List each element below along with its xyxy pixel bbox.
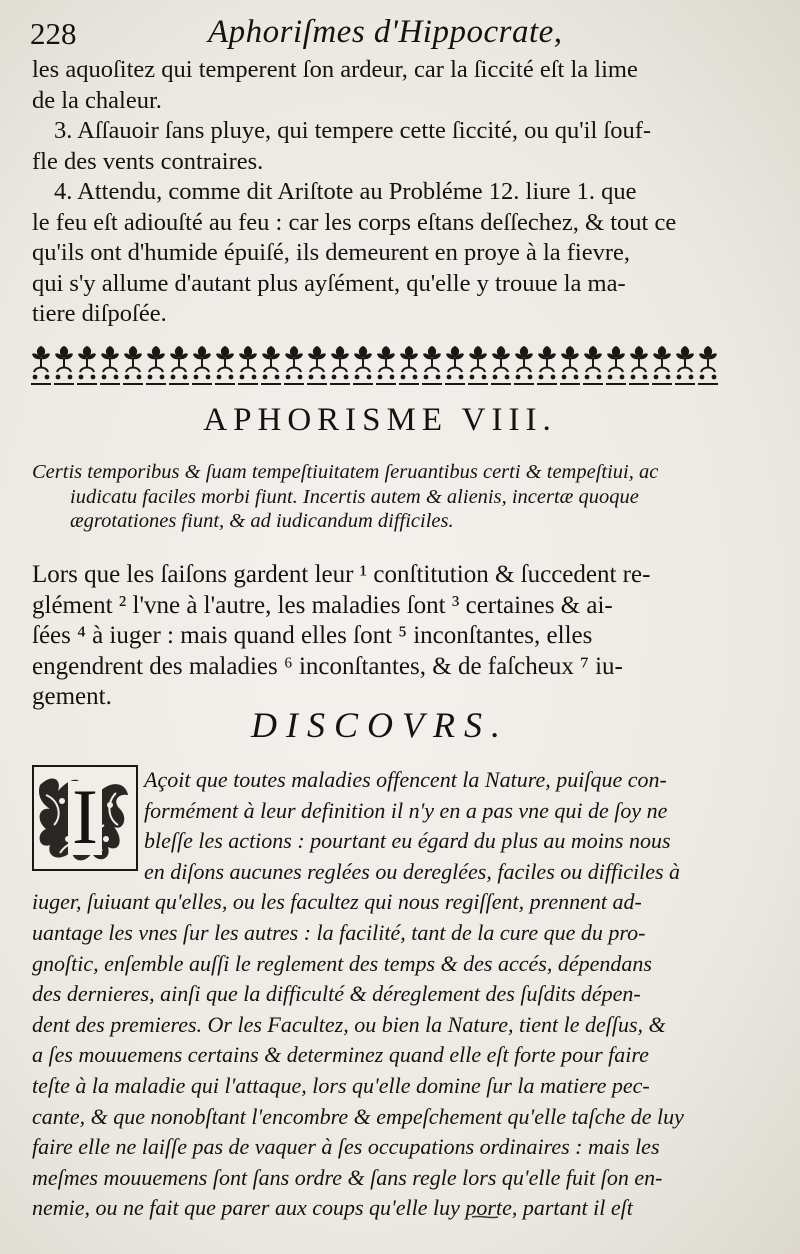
french-translation — [32, 560, 734, 713]
running-title: Aphoriſmes d'Hippocrate, — [208, 14, 563, 50]
body-line: gnoſtic, enſemble auſſi le reglement des temps & des accés, dépendans — [32, 950, 652, 976]
body-line: nemie, ou ne fait que parer aux coups qu'elle luy porte, partant il eſt — [32, 1195, 633, 1221]
ornamental-band — [30, 342, 730, 388]
aphorism-title: APHORISME VIII. — [203, 402, 557, 438]
body-line: teſte à la maladie qui l'attaque, lors qu'elle domine ſur la matiere pec- — [32, 1072, 650, 1098]
text-line: qui s'y allume d'autant plus ayſément, qu'elle y trouue la ma- — [32, 269, 626, 297]
body-line: bleſſe les actions : pourtant eu égard du plus au moins nous — [144, 828, 671, 854]
dropcap-letter: I — [72, 773, 98, 860]
latin-aphorism — [32, 460, 737, 534]
french-line: gement. — [32, 683, 112, 710]
body-line: dent des premieres. Or les Facultez, ou bien la Nature, tient le deſſus, & — [32, 1011, 666, 1037]
discourse-body — [32, 765, 737, 1224]
body-line: meſmes mouuemens ſont ſans ordre & ſans regle lors qu'elle fuit ſon en- — [32, 1164, 663, 1190]
body-line: en diſons aucunes reglées ou dereglées, faciles ou difficiles à — [144, 858, 681, 884]
text-line: les aquoſitez qui temperent ſon ardeur, car la ſiccité eſt la lime — [32, 56, 638, 83]
page-number: 228 — [30, 16, 77, 51]
latin-line: iudicatu faciles morbi fiunt. Incertis autem & alienis, incertæ quoque — [70, 485, 639, 508]
body-line: a ſes mouuemens certains & determinez quand elle eſt forte pour faire — [32, 1042, 649, 1068]
body-line: des dernieres, ainſi que la difficulté & déreglement des ſuſdits dépen- — [32, 981, 641, 1007]
body-line: cante, & que nonobſtant l'encombre & empeſchement qu'elle taſche de luy — [32, 1103, 684, 1129]
bottom-ink-mark — [470, 1214, 500, 1220]
text-line: tiere diſpoſée. — [32, 300, 167, 327]
commentary-notes — [32, 55, 732, 330]
body-line: faire elle ne laiſſe pas de vaquer à ſes occupations ordinaires : mais les — [32, 1134, 660, 1160]
french-line: engendrent des maladies ⁶ inconſtantes, & de faſcheux ⁷ iu- — [32, 652, 623, 680]
text-line: qu'ils ont d'humide épuiſé, ils demeurent en proye à la fievre, — [32, 239, 631, 266]
french-line: ſées ⁴ à iuger : mais quand elles ſont ⁵ inconſtantes, elles — [32, 622, 593, 649]
body-line: iuger, ſuiuant qu'elles, ou les facultez qui nous regiſſent, prennent ad- — [32, 889, 642, 915]
text-line: fle des vents contraires. — [32, 147, 264, 175]
discourse-title: DISCOVRS. — [251, 705, 509, 745]
note-line: 3. Aſſauoir ſans pluye, qui tempere cette ſiccité, ou qu'il ſouf- — [54, 117, 652, 144]
body-line: uantage les vnes ſur les autres : la facilité, tant de la cure que du pro- — [32, 919, 646, 945]
body-line: Açoit que toutes maladies offencent la Nature, puiſque con- — [144, 767, 667, 792]
page-header — [30, 12, 770, 60]
french-line: glément ² l'vne à l'autre, les maladies ſont ³ certaines & ai- — [32, 591, 613, 619]
french-line: Lors que les ſaiſons gardent leur ¹ conſtitution & ſuccedent re- — [32, 561, 651, 588]
text-line: de la chaleur. — [32, 86, 162, 114]
note-line: 4. Attendu, comme dit Ariſtote au Probléme 12. liure 1. que — [54, 178, 637, 205]
latin-line: Certis temporibus & ſuam tempeſtiuitatem ſeruantibus certi & tempeſtiui, ac — [32, 461, 659, 483]
body-line: formément à leur definition il n'y en a pas vne qui de ſoy ne — [144, 797, 668, 823]
text-line: le feu eſt adiouſté au feu : car les corps eſtans deſſechez, & tout ce — [32, 208, 677, 236]
latin-line: ægrotationes fiunt, & ad iudicandum difficiles. — [70, 510, 454, 532]
